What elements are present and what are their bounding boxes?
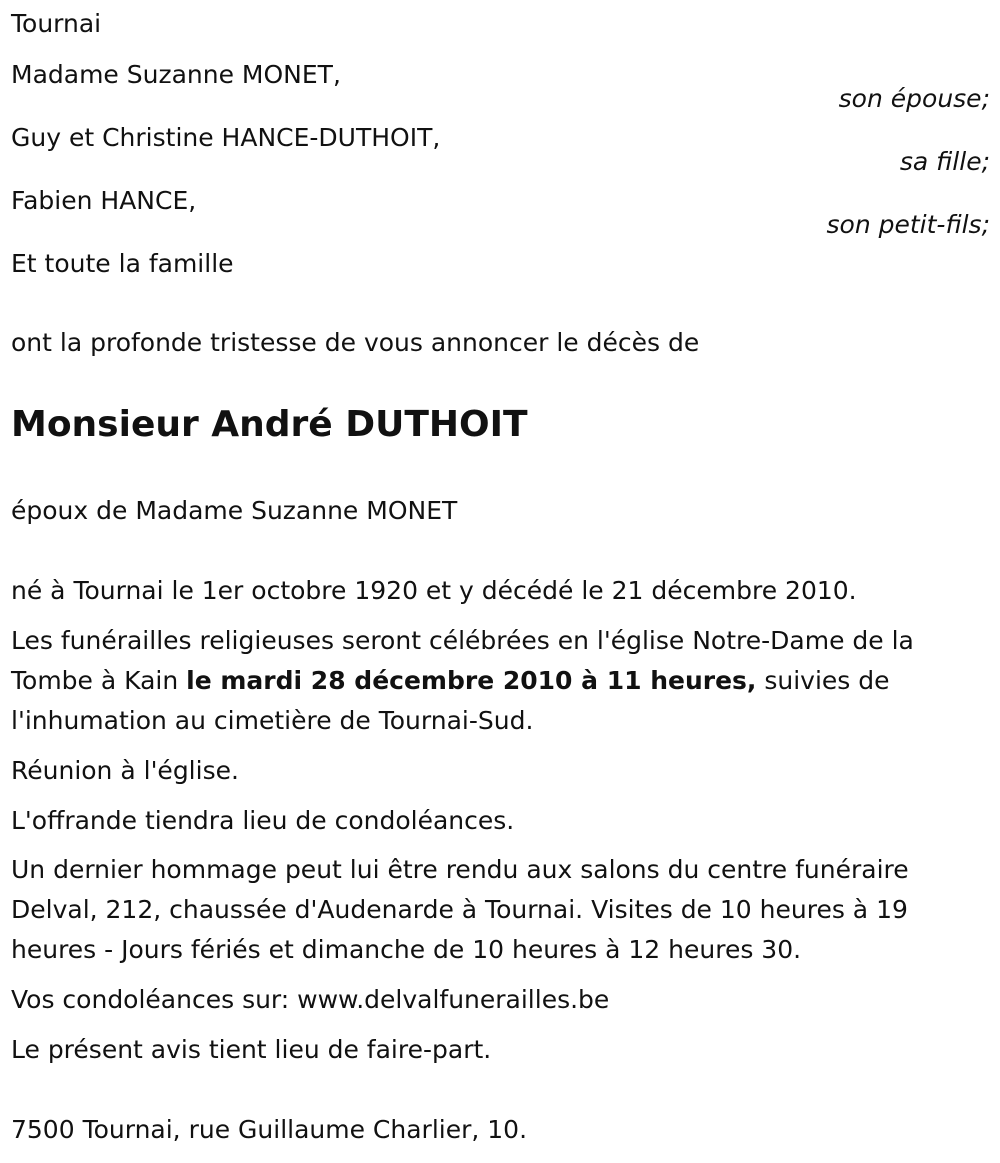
announcement-intro: ont la profonde tristesse de vous annoncer le décès de	[11, 328, 700, 357]
address-line: 7500 Tournai, rue Guillaume Charlier, 10.	[11, 1115, 528, 1144]
family-member-relation: son petit-fils;	[826, 210, 990, 239]
family-member-name: Madame Suzanne MONET,	[11, 60, 341, 89]
family-member-relation: son épouse;	[838, 84, 990, 113]
deceased-name: Monsieur André DUTHOIT	[11, 404, 528, 445]
meeting-line: Réunion à l'église.	[11, 756, 239, 785]
funeral-date-time: le mardi 28 décembre 2010 à 11 heures,	[186, 666, 757, 695]
family-member-name: Guy et Christine HANCE-DUTHOIT,	[11, 123, 441, 152]
offering-line: L'offrande tiendra lieu de condoléances.	[11, 806, 515, 835]
notice-line: Le présent avis tient lieu de faire-part.	[11, 1035, 492, 1064]
birth-death-line: né à Tournai le 1er octobre 1920 et y décédé le 21 décembre 2010.	[11, 576, 857, 605]
homage-paragraph: Un dernier hommage peut lui être rendu aux salons du centre funéraire Delval, 212, chaussée d'Audenarde à Tournai. Visites de 10 heures à 19 heures - Jours fériés et dimanche de 10 heures à 12 heures 30.	[11, 855, 909, 964]
spouse-line: époux de Madame Suzanne MONET	[11, 496, 458, 525]
family-closing: Et toute la famille	[11, 249, 234, 278]
condolences-line: Vos condoléances sur: www.delvalfunerailles.be	[11, 985, 610, 1014]
family-member-relation: sa fille;	[899, 147, 990, 176]
place-heading: Tournai	[11, 9, 102, 38]
funeral-text-after: suivies de l'inhumation au cimetière de Tournai-Sud.	[11, 666, 890, 735]
funeral-paragraph	[11, 621, 986, 741]
family-member-name: Fabien HANCE,	[11, 186, 197, 215]
funeral-text-before: Les funérailles religieuses seront célébrées en l'église Notre-Dame de la Tombe à Kain	[11, 626, 914, 695]
